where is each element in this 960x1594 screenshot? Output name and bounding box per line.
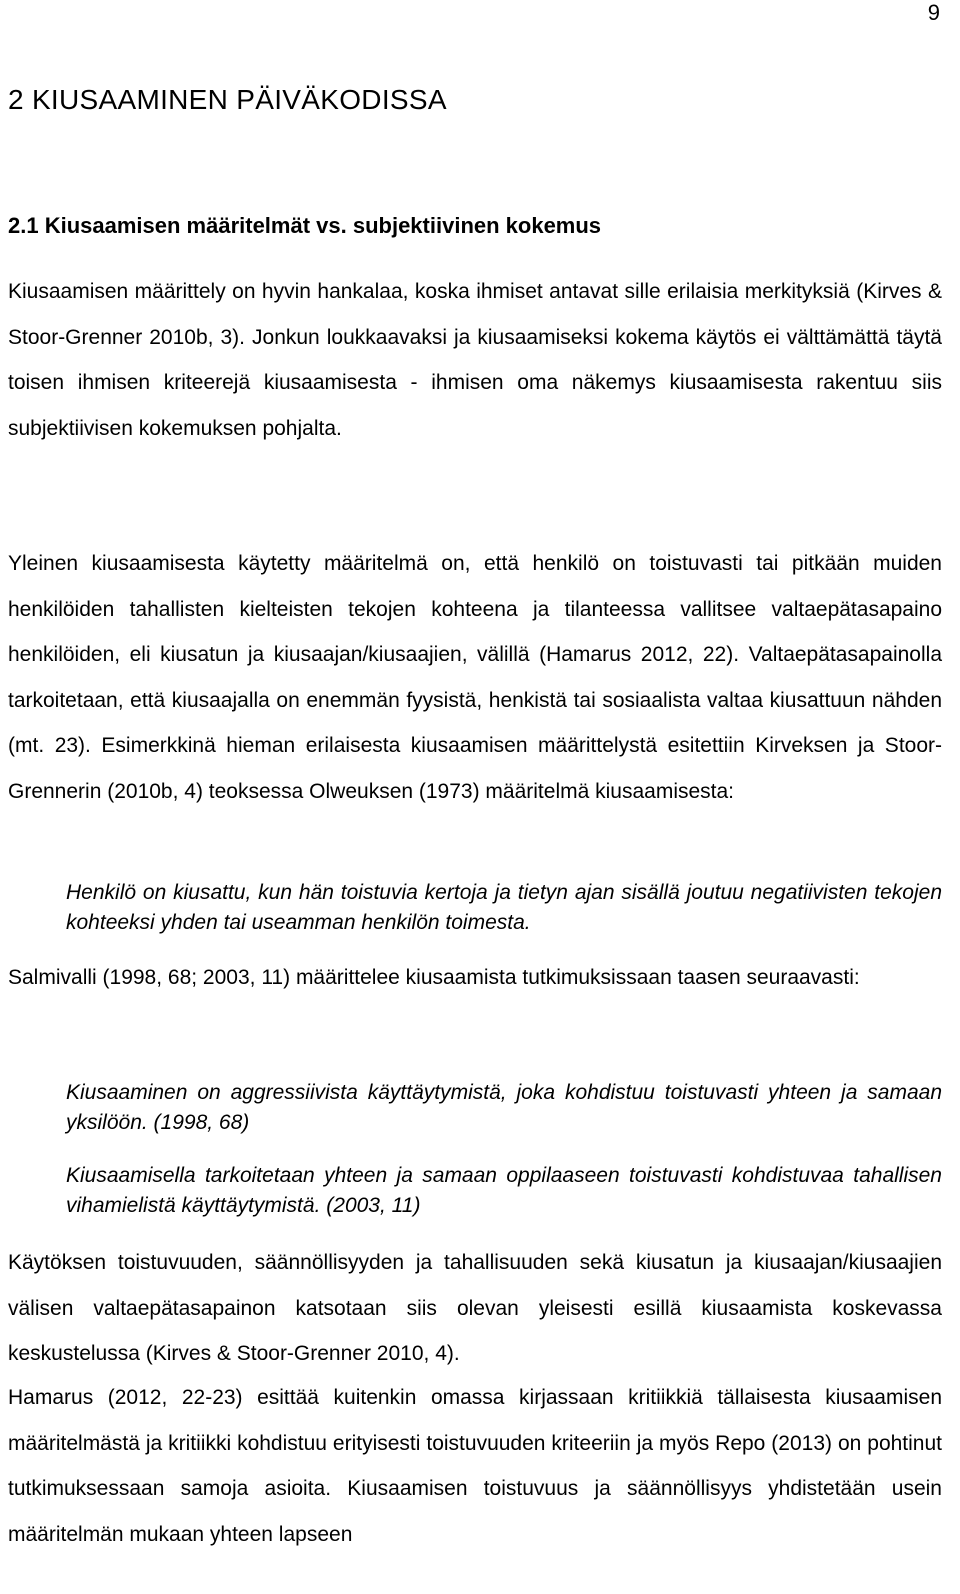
page-number: 9 — [927, 0, 940, 25]
paragraph-4: Käytöksen toistuvuuden, säännöllisyyden ja tahallisuuden sekä kiusatun ja kiusaajan/kiusaajien välisen valtaepätasapainon katsotaan siis olevan yleisesti esillä kiusaamista koskevassa keskustelussa (Kirves & Stoor-Grenner 2010, 4). — [8, 1251, 942, 1365]
quote-text: Kiusaaminen on aggressiivista käyttäytymistä, joka kohdistuu toistuvasti yhteen ja samaan yksilöön. — [66, 1081, 942, 1134]
paragraph-3: Salmivalli (1998, 68; 2003, 11) määrittelee kiusaamista tutkimuksissaan taasen seuraavasti: — [8, 966, 860, 989]
section-heading: 2.1 Kiusaamisen määritelmät vs. subjektiivinen kokemus — [8, 213, 602, 238]
paragraph-5: Hamarus (2012, 22-23) esittää kuitenkin omassa kirjassaan kritiikkiä tällaisesta kiusaamisen määritelmästä ja kritiikki kohdistuu erityisesti toistuvuuden kriteeriin ja myös Repo (2013) on pohtinut tutkimuksessaan samoja asioita. Kiusaamisen toistuvuus ja säännöllisyys yhdistetään usein määritelmän mukaan yhteen lapseen — [8, 1386, 942, 1546]
block-quote-1 — [66, 878, 942, 938]
paragraph-2: Yleinen kiusaamisesta käytetty määritelmä on, että henkilö on toistuvasti tai pitkään muiden henkilöiden tahallisten kielteisten tekojen kohteena ja tilanteessa vallitsee valtaepätasapaino henkilöiden, eli kiusatun ja kiusaajan/kiusaajien, välillä (Hamarus 2012, 22). Valtaepätasapainolla tarkoitetaan, että kiusaajalla on enemmän fyysistä, henkistä tai sosiaalista valtaa kiusattuun nähden (mt. 23). Esimerkkinä hieman erilaisesta kiusaamisen määrittelystä esitettiin Kirveksen ja Stoor-Grennerin (2010b, 4) teoksessa Olweuksen (1973) määritelmä kiusaamisesta: — [8, 552, 942, 803]
chapter-heading: 2 KIUSAAMINEN PÄIVÄKODISSA — [8, 84, 447, 115]
quote-text: Kiusaamisella tarkoitetaan yhteen ja samaan oppilaaseen toistuvasti kohdistuvaa tahallisen vihamielistä käyttäytymistä. — [66, 1164, 942, 1217]
quote-reference: (2003, 11) — [326, 1194, 421, 1217]
paragraph-1: Kiusaamisen määrittely on hyvin hankalaa, koska ihmiset antavat sille erilaisia merkityksiä (Kirves & Stoor-Grenner 2010b, 3). Jonkun loukkaavaksi ja kiusaamiseksi kokema käytös ei välttämättä täytä toisen ihmisen kriteerejä kiusaamisesta - ihmisen oma näkemys kiusaamisesta rakentuu siis subjektiivisen kokemuksen pohjalta. — [8, 280, 942, 440]
quote-reference: (1998, 68) — [153, 1111, 250, 1134]
block-quote-3 — [66, 1161, 942, 1221]
block-quote-2 — [66, 1078, 942, 1138]
quote-text: Henkilö on kiusattu, kun hän toistuvia kertoja ja tietyn ajan sisällä joutuu negatiivisten tekojen kohteeksi yhden tai useamman henkilön toimesta. — [66, 881, 942, 934]
